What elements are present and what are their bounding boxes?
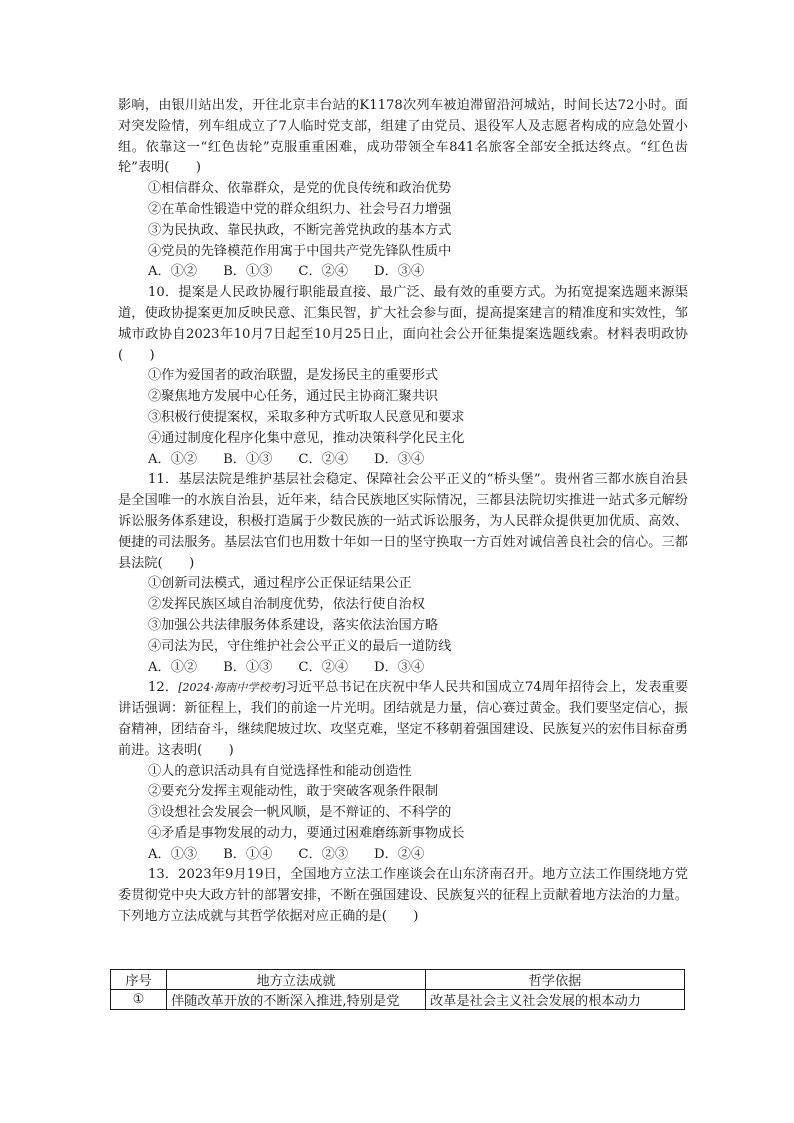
- q12-answers: [118, 845, 688, 866]
- option: ①创新司法模式，通过程序公正保证结果公正: [148, 576, 412, 592]
- option: ①相信群众、依靠群众，是党的优良传统和政治优势: [148, 181, 452, 197]
- answer-choice: A．①②: [148, 451, 198, 467]
- q9-answers: [118, 262, 688, 283]
- answer-choice: A．①③: [148, 846, 198, 862]
- answer-choice: C．②④: [298, 451, 349, 467]
- table-cell: 改革是社会主义社会发展的根本动力: [426, 990, 685, 1010]
- q9-stem: 影响，由银川站出发，开往北京丰台站的K1178次列车被迫滞留沿河城站，时间长达72小时。面对突发险情，列车组成立了7人临时党支部，组建了由党员、退役军人及志愿者构成的应急处置小组。依靠这一“红色齿轮”克服重重困难，成功带领全车841名旅客全部安全抵达终点。“红色齿轮”表明( ): [118, 98, 688, 176]
- option: ①作为爱国者的政治联盟，是发扬民主的重要形式: [148, 368, 439, 384]
- answer-choice: C．②④: [298, 264, 349, 280]
- option: ④司法为民，守住维护社会公平正义的最后一道防线: [148, 638, 452, 654]
- source-tag: [2024·海南中学校考]: [178, 681, 286, 695]
- option: ④通过制度化程序化集中意见，推动决策科学化民主化: [148, 430, 465, 446]
- table-row: [111, 990, 685, 1010]
- option: ③为民执政、靠民执政，不断完善党执政的基本方式: [148, 222, 452, 238]
- option: ②发挥民族区域自治制度优势，依法行使自治权: [148, 597, 425, 613]
- answer-choice: A．①②: [148, 264, 198, 280]
- q10-stem: 10．提案是人民政协履行职能最直接、最广泛、最有效的重要方式。为拓宽提案选题来源渠道，使政协提案更加反映民意、汇集民智，扩大社会参与面，提高提案建言的精准度和实效性，邹城市政协自2023年10月7日起至10月25日止，面向社会公开征集提案选题线索。材料表明政协( ): [118, 285, 688, 363]
- table-header-row: [111, 970, 685, 990]
- column-header: 序号: [111, 970, 167, 990]
- column-header: 哲学依据: [426, 970, 685, 990]
- option: ④党员的先锋模范作用寓于中国共产党先锋队性质中: [148, 243, 452, 259]
- q10-options: [118, 366, 688, 449]
- answer-choice: D．③④: [374, 659, 425, 675]
- table-cell: 伴随改革开放的不断深入推进,特别是党: [167, 990, 426, 1010]
- option: ②要充分发挥主观能动性，敢于突破客观条件限制: [148, 784, 439, 800]
- question-page: [118, 96, 688, 928]
- q13-stem: 13．2023年9月19日，全国地方立法工作座谈会在山东济南召开。地方立法工作围绕地方党委贯彻党中央大政方针的部署安排，不断在强国建设、民族复兴的征程上贡献着地方法治的力量。下列地方立法成就与其哲学依据对应正确的是( ): [118, 867, 688, 925]
- option: ①人的意识活动具有自觉选择性和能动创造性: [148, 763, 412, 779]
- option: ③积极行使提案权，采取多种方式听取人民意见和要求: [148, 409, 465, 425]
- option: ②聚焦地方发展中心任务，通过民主协商汇聚共识: [148, 389, 439, 405]
- q12-stem: [118, 678, 688, 761]
- q11-answers: [118, 658, 688, 679]
- legislation-table: [110, 969, 685, 1010]
- option: ④矛盾是事物发展的动力，要通过困难磨练新事物成长: [148, 825, 465, 841]
- option: ③加强公共法律服务体系建设，落实依法治国方略: [148, 617, 439, 633]
- answer-choice: B．①③: [223, 264, 273, 280]
- answer-choice: A．①②: [148, 659, 198, 675]
- answer-choice: D．③④: [374, 451, 425, 467]
- question-number: 12．: [148, 680, 179, 696]
- option: ③设想社会发展会一帆风顺，是不辩证的、不科学的: [148, 805, 452, 821]
- q12-options: [118, 762, 688, 845]
- answer-choice: D．③④: [374, 264, 425, 280]
- answer-choice: C．②③: [298, 846, 349, 862]
- option: ②在革命性锻造中党的群众组织力、社会号召力增强: [148, 201, 452, 217]
- answer-choice: B．①④: [223, 846, 273, 862]
- question-text: 习近平总书记在庆祝中华人民共和国成立74周年招待会上，发表重要讲话强调：新征程上，我们的前途一片光明。团结就是力量，信心赛过黄金。我们要坚定信心，振奋精神，团结奋斗，继续爬坡过坎、攻坚克难，坚定不移朝着强国建设、民族复兴的宏伟目标奋勇前进。这表明( ): [118, 680, 689, 758]
- q11-options: [118, 574, 688, 657]
- q10-answers: [118, 450, 688, 471]
- column-header: 地方立法成就: [167, 970, 426, 990]
- q11-stem: 11．基层法院是维护基层社会稳定、保障社会公平正义的“桥头堡”。贵州省三都水族自治县是全国唯一的水族自治县，近年来，结合民族地区实际情况，三都县法院切实推进一站式多元解纷诉讼服务体系建设，积极打造属于少数民族的一站式诉讼服务，为人民群众提供更加优质、高效、便捷的司法服务。基层法官们也用数十年如一日的坚守换取一方百姓对诚信善良社会的信心。三都县法院( ): [118, 472, 688, 571]
- answer-choice: C．②④: [298, 659, 349, 675]
- answer-choice: B．①③: [223, 659, 273, 675]
- answer-choice: B．①③: [223, 451, 273, 467]
- table-cell: ①: [111, 990, 167, 1010]
- q9-options: [118, 179, 688, 262]
- answer-choice: D．②④: [374, 846, 425, 862]
